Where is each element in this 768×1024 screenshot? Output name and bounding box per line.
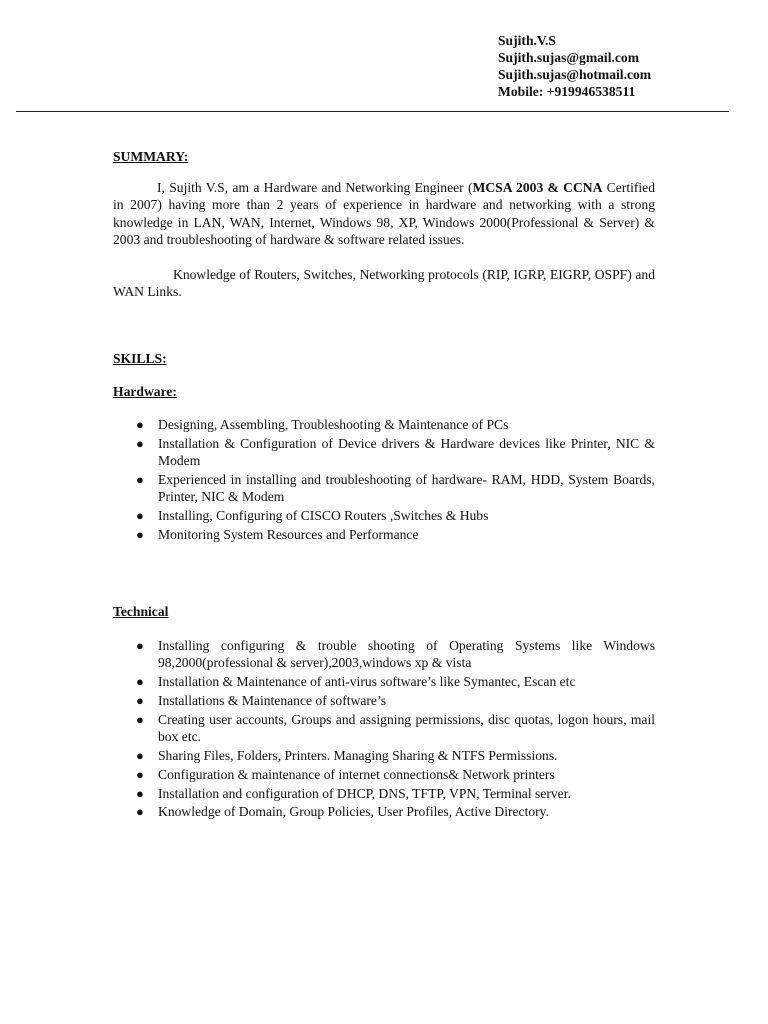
bullet-icon: ● bbox=[136, 748, 144, 763]
summary-p2-text: Knowledge of Routers, Switches, Networking protocols (RIP, IGRP, EIGRP, OSPF) and WAN Links. bbox=[113, 267, 655, 300]
list-item bbox=[113, 435, 655, 470]
list-item bbox=[113, 416, 655, 433]
contact-name: Sujith.V.S bbox=[498, 33, 556, 48]
list-item-text: Creating user accounts, Groups and assigning permissions, disc quotas, logon hours, mail box etc. bbox=[158, 711, 655, 745]
bullet-icon: ● bbox=[136, 766, 144, 782]
list-item-text: Designing, Assembling, Troubleshooting & Maintenance of PCs bbox=[158, 417, 509, 432]
summary-p1-start: I, Sujith V.S, am a Hardware and Networking Engineer ( bbox=[157, 180, 473, 195]
list-item bbox=[113, 711, 655, 746]
skills-heading: SKILLS: bbox=[113, 351, 167, 366]
list-item-text: Installation & Configuration of Device drivers & Hardware devices like Printer, NIC & Modem bbox=[158, 435, 655, 469]
list-item-text: Configuration & maintenance of internet connections& Network printers bbox=[158, 766, 555, 782]
bullet-icon: ● bbox=[136, 508, 144, 524]
technical-heading: Technical bbox=[113, 604, 169, 619]
bullet-icon: ● bbox=[136, 804, 144, 820]
contact-email-hotmail: Sujith.sujas@hotmail.com bbox=[498, 67, 652, 82]
list-item-text: Installation & Maintenance of anti-virus software’s like Symantec, Escan etc bbox=[158, 674, 576, 690]
list-item bbox=[113, 747, 655, 764]
contact-mobile bbox=[498, 83, 651, 100]
bullet-icon: ● bbox=[136, 417, 144, 432]
technical-list bbox=[113, 637, 655, 822]
list-item-text: Knowledge of Domain, Group Policies, User Profiles, Active Directory. bbox=[158, 804, 549, 820]
summary-paragraph-2 bbox=[113, 266, 655, 301]
list-item bbox=[113, 637, 655, 672]
bullet-icon: ● bbox=[136, 527, 144, 542]
list-item-text: Installation and configuration of DHCP, DNS, TFTP, VPN, Terminal server. bbox=[158, 785, 571, 801]
list-item-text: Experienced in installing and troubleshooting of hardware- RAM, HDD, System Boards, Printer, NIC & Modem bbox=[158, 472, 655, 505]
summary-p1-bold: MCSA 2003 & CCNA bbox=[472, 180, 603, 195]
summary-paragraph-1 bbox=[113, 179, 655, 249]
list-item bbox=[113, 673, 655, 690]
list-item bbox=[113, 507, 655, 524]
bullet-icon: ● bbox=[136, 638, 144, 653]
list-item-text: Installing, Configuring of CISCO Routers ,Switches & Hubs bbox=[158, 508, 489, 524]
contact-email-gmail: Sujith.sujas@gmail.com bbox=[498, 50, 640, 65]
list-item bbox=[113, 692, 655, 709]
header-divider bbox=[16, 111, 729, 112]
mobile-number: +919946538511 bbox=[546, 84, 636, 99]
bullet-icon: ● bbox=[136, 711, 144, 727]
list-item-text: Monitoring System Resources and Performance bbox=[158, 527, 419, 542]
bullet-icon: ● bbox=[136, 693, 144, 708]
bullet-icon: ● bbox=[136, 435, 144, 451]
summary-heading: SUMMARY: bbox=[113, 149, 189, 164]
list-item bbox=[113, 526, 655, 543]
hardware-heading: Hardware: bbox=[113, 384, 177, 399]
mobile-label: Mobile: bbox=[498, 84, 544, 99]
bullet-icon: ● bbox=[136, 472, 144, 487]
hardware-list bbox=[113, 416, 655, 545]
list-item-text: Installing configuring & trouble shooting of Operating Systems like Windows 98,2000(professional & server),2003,windows xp & vista bbox=[158, 638, 655, 671]
list-item bbox=[113, 785, 655, 802]
contact-block bbox=[498, 32, 651, 100]
list-item-text: Installations & Maintenance of software’s bbox=[158, 693, 387, 708]
summary-p1-end: Certified in 2007) having more than 2 years of experience in hardware and networking with a strong knowledge in LAN, WAN, Internet, Windows 98, XP, Windows 2000(Professional & Server) & 2003 and troubleshooting of hardware & software related issues. bbox=[113, 180, 656, 248]
list-item bbox=[113, 766, 655, 783]
list-item bbox=[113, 471, 655, 506]
bullet-icon: ● bbox=[136, 674, 144, 690]
list-item bbox=[113, 803, 655, 820]
list-item-text: Sharing Files, Folders, Printers. Managing Sharing & NTFS Permissions. bbox=[158, 748, 558, 763]
bullet-icon: ● bbox=[136, 785, 144, 801]
